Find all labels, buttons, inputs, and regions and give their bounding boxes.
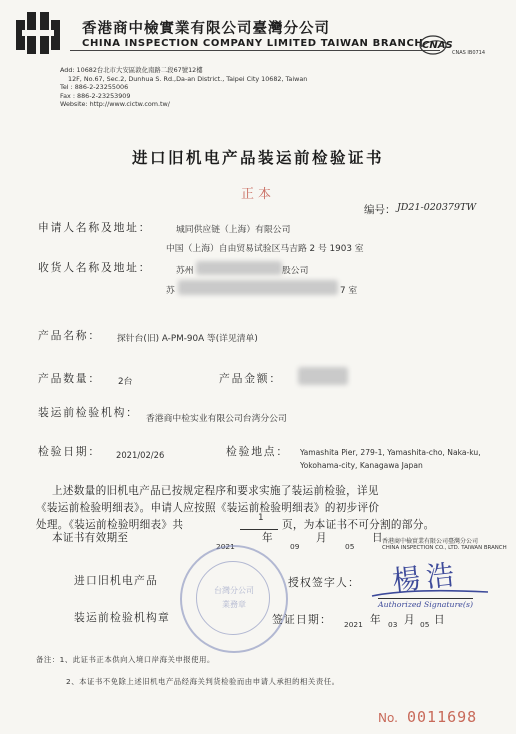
product-amount-label: 产品金额： xyxy=(219,372,282,385)
consignee-label: 收货人名称及地址： xyxy=(38,261,152,274)
cnas-code: CNAS IB0714 xyxy=(452,50,486,56)
agency-value: 香港商中检实业有限公司台湾分公司 xyxy=(146,414,287,424)
sign-company-cn: 香港商中檢實業有限公司臺灣分公司 xyxy=(382,538,479,545)
applicant-name: 城同供应链（上海）有限公司 xyxy=(176,225,291,235)
original-mark: 正本 xyxy=(240,187,275,202)
cert-no-label: 编号： xyxy=(364,204,396,216)
valid-month-label: 月 xyxy=(316,532,327,544)
agency-label: 装运前检验机构： xyxy=(38,406,139,419)
redaction-consignee-name xyxy=(196,261,282,275)
consignee-name-start: 苏州 xyxy=(176,266,194,276)
valid-year-label: 年 xyxy=(262,532,273,544)
address-cn: Add: 10682台北市大安區敦化南路二段67號12樓 xyxy=(60,66,203,74)
inspection-date: 2021/02/26 xyxy=(116,450,165,460)
signature-caption: Authorized Signature(s) xyxy=(378,600,473,609)
issue-date-label: 签证日期： xyxy=(272,613,332,626)
cic-logo-icon xyxy=(16,12,60,54)
statement-line2: 《装运前检验明细表》。申请人应按照《装运前检验明细表》的初步评价 xyxy=(36,502,380,514)
product-name: 探针台(旧) A-PM-90A 等(详见清单) xyxy=(117,334,258,344)
company-name-en: CHINA INSPECTION COMPANY LIMITED TAIWAN BRANCH xyxy=(82,38,424,49)
tel: Tel : 886-2-23255006 xyxy=(60,83,129,91)
cnas-mark xyxy=(418,34,504,60)
serial-prefix: No. xyxy=(378,711,398,725)
address-en: 12F, No.67, Sec.2, Dunhua S. Rd.,Da-an District., Taipei City 10682, Taiwan xyxy=(68,74,308,83)
agency-stamp-label: 装运前检验机构章 xyxy=(74,611,170,624)
consignee-address-start: 苏 xyxy=(166,286,175,296)
inspection-date-label: 检验日期： xyxy=(38,445,101,458)
issue-day: 05 xyxy=(420,620,430,629)
consignee-name-end: 股公司 xyxy=(282,266,309,276)
product-name-label: 产品名称： xyxy=(38,329,101,342)
issue-day-label: 日 xyxy=(434,614,445,626)
valid-month: 09 xyxy=(290,542,300,551)
signatory-label: 授权签字人： xyxy=(288,576,360,589)
header-rule xyxy=(70,50,440,51)
valid-day-label: 日 xyxy=(372,532,383,544)
serial-number: 0011698 xyxy=(407,708,478,726)
inspection-place-label: 检验地点： xyxy=(226,445,289,458)
statement-line1: 上述数量的旧机电产品已按规定程序和要求实施了装运前检验，详见 xyxy=(52,485,379,497)
seal-text2: 業務章 xyxy=(222,600,246,609)
signature-product-label: 进口旧机电产品 xyxy=(74,574,158,587)
consignee-address-end: 7 室 xyxy=(340,286,358,296)
round-seal-icon xyxy=(180,545,288,653)
sign-company-en: CHINA INSPECTION CO., LTD. TAIWAN BRANCH xyxy=(382,545,507,551)
company-name-cn: 香港商中檢實業有限公司臺灣分公司 xyxy=(82,21,330,37)
product-qty: 2台 xyxy=(118,377,133,387)
certificate-title: 进口旧机电产品装运前检验证书 xyxy=(131,149,384,167)
valid-day: 05 xyxy=(345,542,355,551)
inspection-place-line2: Yokohama-city, Kanagawa Japan xyxy=(300,461,423,470)
issue-month-label: 月 xyxy=(404,614,415,626)
seal-text: 台灣分公司 xyxy=(214,586,254,595)
issue-year-label: 年 xyxy=(370,614,381,626)
cert-no: JD21-020379TW xyxy=(397,202,477,213)
cnas-text: CNAS xyxy=(422,40,453,51)
product-qty-label: 产品数量： xyxy=(38,372,101,385)
statement-line3a: 处理。《装运前检验明细表》共 xyxy=(36,519,184,531)
inspection-place-line1: Yamashita Pier, 279-1, Yamashita-cho, Naka-ku, xyxy=(300,448,481,457)
redaction-amount xyxy=(298,367,348,385)
valid-year: 2021 xyxy=(216,542,235,551)
applicant-address: 中国（上海）自由贸易试验区马吉路 2 号 1903 室 xyxy=(166,244,364,254)
applicant-label: 申请人名称及地址： xyxy=(38,221,152,234)
handwritten-signature: 楊浩 xyxy=(390,557,462,598)
website: Website: http://www.cictw.com.tw/ xyxy=(60,100,170,108)
issue-year: 2021 xyxy=(344,620,363,629)
fax: Fax : 886-2-23253909 xyxy=(60,91,131,100)
statement-pages: 1 xyxy=(258,513,264,523)
validity-label: 本证书有效期至 xyxy=(52,532,129,544)
redaction-consignee-address xyxy=(178,280,338,295)
statement-line3b: 页，为本证书不可分割的部分。 xyxy=(282,519,435,531)
note-1: 备注：1、此证书正本供向入境口岸海关申报使用。 xyxy=(36,655,215,664)
note-2: 2、本证书不免除上述旧机电产品经海关判货检验而由申请人承担的相关责任。 xyxy=(66,677,340,686)
issue-month: 03 xyxy=(388,620,398,629)
